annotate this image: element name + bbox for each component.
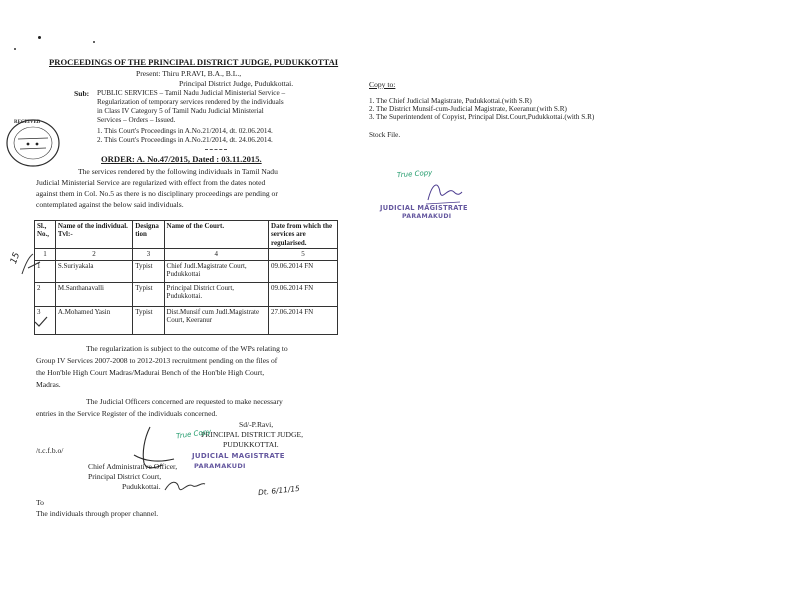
subject-line: Regularization of temporary services rendered by the individuals [97, 98, 284, 106]
magistrate-stamp-line1: JUDICIAL MAGISTRATE [192, 452, 285, 460]
copy-to-item: 3. The Superintendent of Copyist, Principal Dist.Court,Pudukkottai.(with S.R) [369, 113, 595, 121]
table-cell: Chief Judl.Magistrate Court, Pudukkottai [164, 260, 268, 282]
check-mark-icon [34, 316, 48, 328]
initials-scribble-icon [163, 476, 207, 496]
true-copy-handwriting: True Copy [396, 168, 433, 180]
para3-line: The Judicial Officers concerned are requested to make necessary [86, 397, 283, 406]
handwritten-date: Dt. 6/11/15 [257, 483, 301, 498]
received-stamp-text: RECEIVED [14, 120, 41, 125]
present-line: Present: Thiru P.RAVI, B.A., B.L., [136, 69, 242, 78]
subject-line: Services – Orders – Issued. [97, 116, 176, 124]
table-cell: S.Suriyakala [55, 260, 132, 282]
cao-line1: Chief Administrative Officer, [88, 462, 178, 471]
para2-line: the Hon'ble High Court Madras/Madurai Bench of the Hon'ble High Court, [36, 368, 265, 377]
margin-scribble-icon [20, 252, 42, 278]
table-header-cell: Sl., No., [35, 221, 56, 249]
copy-to-heading: Copy to: [369, 80, 396, 89]
subject-label: Sub: [74, 89, 90, 98]
table-cell: 09.06.2014 FN [269, 260, 338, 282]
subject-line: PUBLIC SERVICES – Tamil Nadu Judicial Ministerial Service – [97, 89, 286, 97]
signature-title: PRINCIPAL DISTRICT JUDGE, [201, 430, 304, 439]
table-cell: 3 [35, 306, 56, 334]
table-cell: 2 [35, 282, 56, 306]
scan-speck [38, 36, 41, 39]
table-row [35, 306, 338, 334]
received-round-stamp [4, 117, 62, 169]
table-cell: Typist [133, 260, 164, 282]
proceedings-title: PROCEEDINGS OF THE PRINCIPAL DISTRICT JUDGE, PUDUKKOTTAI [49, 57, 339, 67]
table-header-cell: Date from which the services are regularised. [269, 221, 338, 249]
signature-sd: Sd/-P.Ravi, [239, 420, 274, 429]
true-copy-handwriting: True Copy [175, 427, 212, 441]
to-label: To [36, 498, 44, 507]
para2-line: Group IV Services 2007-2008 to 2012-2013 recruitment pending on the files of [36, 356, 278, 365]
table-header-cell: Name of the Court. [164, 221, 268, 249]
reference-code: /t.c.f.b.o/ [36, 446, 64, 455]
margin-handwritten-note: 15 [9, 251, 23, 266]
signature-place: PUDUKKOTTAI. [223, 440, 279, 449]
table-cell: 1 [35, 260, 56, 282]
reference-1: 1. This Court's Proceedings in A.No.21/2014, dt. 02.06.2014. [97, 127, 273, 135]
table-header-row [35, 221, 338, 249]
order-para1-line: contemplated against the below said individuals. [36, 200, 184, 209]
table-row [35, 282, 338, 306]
table-header-cell: Designa tion [133, 221, 164, 249]
magistrate-stamp-line2: PARAMAKUDI [402, 213, 452, 220]
magistrate-stamp-line1: JUDICIAL MAGISTRATE [380, 204, 468, 212]
table-cell: 09.06.2014 FN [269, 282, 338, 306]
para3-line: entries in the Service Register of the individuals concerned. [36, 409, 218, 418]
copy-to-item: 1. The Chief Judicial Magistrate, Pudukkottai.(with S.R) [369, 97, 532, 105]
table-cell: 27.06.2014 FN [269, 306, 338, 334]
cao-line3: Pudukkottai. [122, 482, 161, 491]
para2-line: The regularization is subject to the outcome of the WPs relating to [86, 344, 288, 353]
scan-speck [93, 41, 95, 43]
separator [205, 149, 227, 150]
table-column-number: 2 [55, 249, 132, 260]
reference-2: 2. This Court's Proceedings in A.No.21/2014, dt. 24.06.2014. [97, 136, 273, 144]
table-column-number: 5 [269, 249, 338, 260]
table-cell: M.Santhanavalli [55, 282, 132, 306]
order-para1-line: Judicial Ministerial Service are regularized with effect from the dates noted [36, 178, 266, 187]
table-column-number: 3 [133, 249, 164, 260]
judge-designation: Principal District Judge, Pudukkottai. [179, 79, 294, 88]
table-cell: A.Mohamed Yasin [55, 306, 132, 334]
regularization-table [34, 220, 338, 335]
order-para1-line: The services rendered by the following individuals in Tamil Nadu [78, 167, 278, 176]
to-line: The individuals through proper channel. [36, 509, 159, 518]
table-column-number: 1 [35, 249, 56, 260]
copy-to-item: 2. The District Munsif-cum-Judicial Magistrate, Keeranur.(with S.R) [369, 105, 567, 113]
para2-line: Madras. [36, 380, 61, 389]
table-header-cell: Name of the individual. Tvl:- [55, 221, 132, 249]
left-document-page [0, 0, 350, 600]
subject-line: in Class IV Category 5 of Tamil Nadu Judicial Ministerial [97, 107, 264, 115]
table-row [35, 260, 338, 282]
cao-line2: Principal District Court, [88, 472, 162, 481]
right-document-page [352, 0, 800, 600]
scan-speck [14, 48, 16, 50]
table-cell: Typist [133, 282, 164, 306]
stock-file: Stock File. [369, 131, 401, 139]
table-cell: Dist.Munsif cum Judl.Magistrate Court, Keeranur [164, 306, 268, 334]
table-number-row [35, 249, 338, 260]
order-para1-line: against them in Col. No.5 as there is no disciplinary proceedings are pending or [36, 189, 278, 198]
table-cell: Typist [133, 306, 164, 334]
table-cell: Principal District Court, Pudukkottai. [164, 282, 268, 306]
order-heading: ORDER: A. No.47/2015, Dated : 03.11.2015. [101, 154, 262, 164]
table-column-number: 4 [164, 249, 268, 260]
magistrate-stamp-line2: PARAMAKUDI [194, 462, 246, 470]
